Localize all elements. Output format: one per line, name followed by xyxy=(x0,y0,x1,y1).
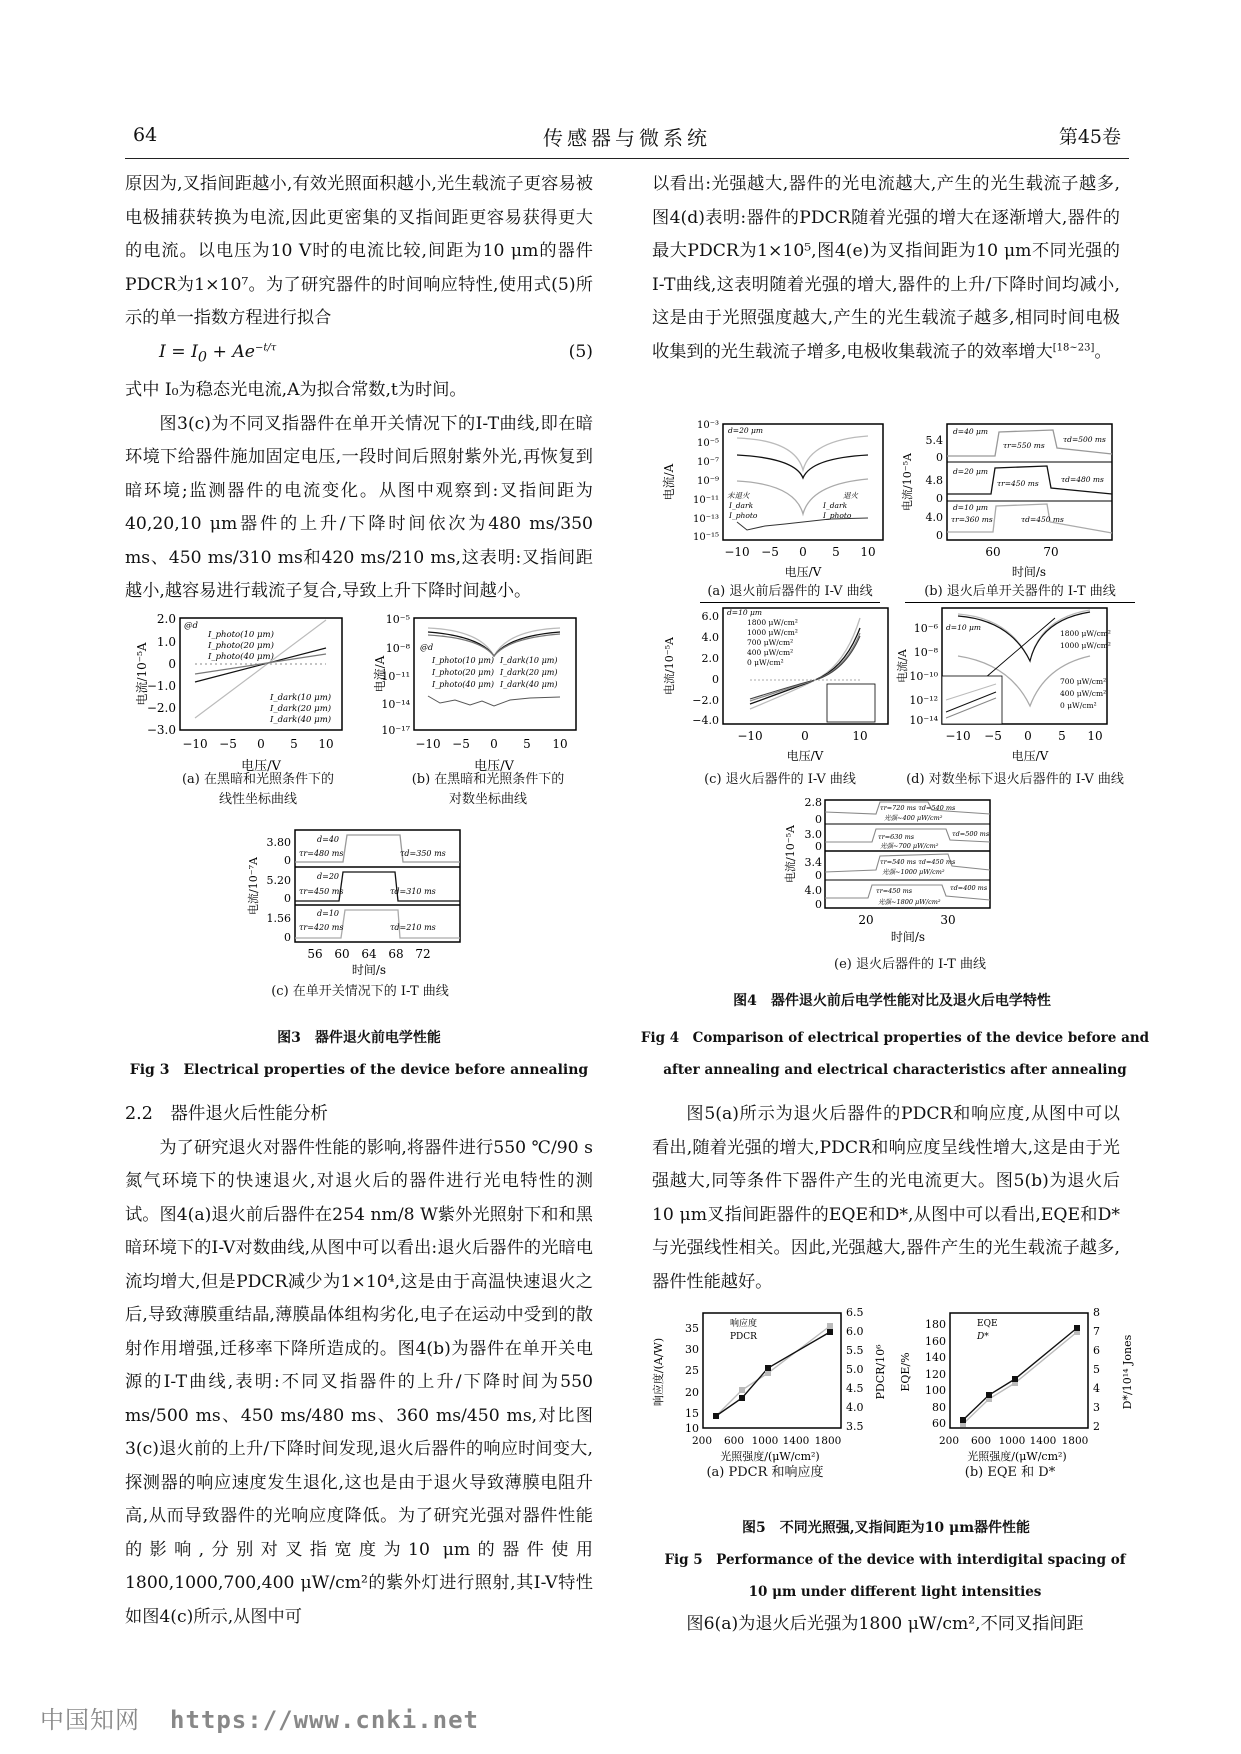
svg-text:d=40: d=40 xyxy=(317,835,340,844)
figure-5a-caption: (a) PDCR 和响应度 xyxy=(706,1465,824,1480)
svg-text:D*: D* xyxy=(977,1332,989,1342)
svg-text:电流/10⁻⁵A: 电流/10⁻⁵A xyxy=(901,453,914,511)
svg-text:−5: −5 xyxy=(452,737,470,751)
svg-text:30: 30 xyxy=(940,913,956,927)
svg-text:200: 200 xyxy=(938,1435,960,1447)
svg-text:I_dark(20 μm): I_dark(20 μm) xyxy=(270,704,332,714)
svg-text:200: 200 xyxy=(691,1435,713,1447)
svg-text:5: 5 xyxy=(523,737,531,751)
svg-text:10⁻⁵: 10⁻⁵ xyxy=(385,613,410,626)
svg-text:5.20: 5.20 xyxy=(266,874,291,887)
svg-text:3: 3 xyxy=(1093,1401,1100,1414)
svg-text:5.0: 5.0 xyxy=(846,1363,864,1376)
right-column-bottom xyxy=(652,1608,1120,1642)
left-column-top xyxy=(125,168,593,609)
svg-text:60: 60 xyxy=(985,545,1001,559)
paragraph: 为了研究退火对器件性能的影响,将器件进行550 ℃/90 s氮气环境下的快速退火,对退火后的器件进行光电特性的测试。图4(a)退火前后器件在254 nm/8 W紫外光照射下和和黑暗环境下的I-V对数曲线,从图中可以看出:退火后器件的光暗电流均增大,但是PDCR减少为1×10⁴,这是由于高温快速退火之后,导致薄膜重结晶,薄膜晶体组构劣化,电子在运动中受到的散射作用增强,迁移率下降所造成的。图4(b)为器件在单开关电源的I-T曲线,表明:不同叉指器件的上升/下降时间为550 ms/500 ms、450 ms/480 ms、360 ms/450 ms,对比图3(c)退火前的上升/下降时间发现,退火后器件的响应时间变大,探测器的响应速度发生退化,这也是由于退火导致薄膜电阻升高,从而导致器件的光响应度降低。为了研究光强对器件性能的影响,分别对叉指宽度为10 μm的器件使用1800,1000,700,400 μW/cm²的紫外灯进行照射,其I-V特性如图4(c)所示,从图中可 xyxy=(125,1137,593,1627)
svg-text:0: 0 xyxy=(168,657,176,671)
figure-5-caption-en-2: 10 μm under different light intensities xyxy=(748,1584,1042,1600)
svg-text:1000 μW/cm²: 1000 μW/cm² xyxy=(747,628,798,637)
svg-text:10⁻¹¹: 10⁻¹¹ xyxy=(381,670,410,683)
figure-4d-chart xyxy=(890,606,1155,766)
svg-text:d=10 μm: d=10 μm xyxy=(727,608,762,617)
svg-text:10⁻⁷: 10⁻⁷ xyxy=(696,457,719,468)
svg-text:3.4: 3.4 xyxy=(804,856,822,869)
svg-text:时间/s: 时间/s xyxy=(890,930,926,944)
svg-text:6.5: 6.5 xyxy=(846,1308,864,1319)
svg-text:1.0: 1.0 xyxy=(156,635,176,649)
journal-title: 传感器与微系统 xyxy=(543,126,711,150)
svg-text:τr=450 ms: τr=450 ms xyxy=(997,479,1039,488)
svg-text:30: 30 xyxy=(685,1343,699,1356)
figure-4a-chart xyxy=(655,418,895,588)
svg-text:PDCR/10⁶: PDCR/10⁶ xyxy=(874,1344,887,1400)
svg-text:响应度/(A/W): 响应度/(A/W) xyxy=(652,1337,665,1407)
svg-text:4.0: 4.0 xyxy=(804,884,822,897)
svg-text:10⁻⁶: 10⁻⁶ xyxy=(913,622,938,635)
paragraph: 原因为,叉指间距越小,有效光照面积越小,光生载流子更容易被电极捕获转换为电流,因此更密集的叉指间距更容易获得更大的电流。以电压为10 V时的电流比较,间距为10 μm的器件PDCR为1×10⁷。为了研究器件的时间响应特性,使用式(5)所示的单一指数方程进行拟合 xyxy=(125,174,593,328)
svg-text:0: 0 xyxy=(936,492,943,505)
svg-text:电流/10⁻⁵A: 电流/10⁻⁵A xyxy=(784,825,797,883)
svg-text:64: 64 xyxy=(361,947,377,961)
svg-text:I_photo: I_photo xyxy=(823,511,852,520)
svg-text:20: 20 xyxy=(858,913,874,927)
left-column-bottom xyxy=(125,1098,593,1634)
figure-5-caption-en-1: Fig 5 Performance of the device with interdigital spacing of xyxy=(664,1552,1126,1568)
svg-text:τr=420 ms: τr=420 ms xyxy=(299,923,344,932)
svg-text:10⁻¹²: 10⁻¹² xyxy=(909,694,938,707)
figure-3b-caption xyxy=(378,770,598,810)
svg-text:4: 4 xyxy=(1093,1382,1100,1395)
svg-text:电压/V: 电压/V xyxy=(786,749,824,763)
svg-text:−5: −5 xyxy=(761,545,779,559)
figure-4b-chart xyxy=(895,418,1155,588)
figure-4-caption-en-2: after annealing and electrical characteristics after annealing xyxy=(663,1062,1127,1078)
footer-watermark xyxy=(40,1700,479,1735)
svg-text:电流/10⁻⁵A: 电流/10⁻⁵A xyxy=(663,637,676,695)
svg-text:120: 120 xyxy=(925,1368,946,1381)
figure-3a-caption xyxy=(148,770,368,810)
site-url-link[interactable]: https://www.cnki.net xyxy=(170,1706,479,1734)
svg-text:4.5: 4.5 xyxy=(846,1382,864,1395)
right-column-middle xyxy=(652,1098,1120,1299)
figure-3-caption-en: Fig 3 Electrical properties of the device before annealing xyxy=(129,1062,589,1078)
svg-text:72: 72 xyxy=(415,947,431,961)
svg-text:−1.0: −1.0 xyxy=(146,679,176,693)
svg-text:1400: 1400 xyxy=(1029,1435,1057,1447)
svg-text:15: 15 xyxy=(685,1407,699,1420)
caption-line: 对数坐标曲线 xyxy=(448,792,527,807)
svg-text:10⁻⁸: 10⁻⁸ xyxy=(385,642,410,655)
svg-text:600: 600 xyxy=(970,1435,992,1447)
svg-text:−5: −5 xyxy=(984,729,1002,743)
svg-text:−2.0: −2.0 xyxy=(692,694,719,707)
svg-text:−3.0: −3.0 xyxy=(146,723,176,737)
svg-text:1000 μW/cm²: 1000 μW/cm² xyxy=(1060,641,1111,650)
svg-text:4.0: 4.0 xyxy=(925,511,943,524)
svg-text:10: 10 xyxy=(852,729,868,743)
svg-text:1000: 1000 xyxy=(998,1435,1026,1447)
svg-text:电流/10⁻⁷A: 电流/10⁻⁷A xyxy=(247,857,260,915)
svg-text:1800: 1800 xyxy=(1061,1435,1089,1447)
svg-text:d=10 μm: d=10 μm xyxy=(946,623,981,632)
svg-text:d=20 μm: d=20 μm xyxy=(953,467,988,476)
svg-text:I_photo(40 μm): I_photo(40 μm) xyxy=(432,680,495,689)
svg-text:0: 0 xyxy=(801,729,809,743)
svg-text:4.0: 4.0 xyxy=(701,631,719,644)
svg-text:I_photo(40 μm): I_photo(40 μm) xyxy=(208,652,274,662)
svg-text:@d: @d xyxy=(184,621,198,631)
figure-5-caption-cn: 图5 不同光照强,叉指间距为10 μm器件性能 xyxy=(741,1520,1031,1536)
svg-text:0: 0 xyxy=(257,737,265,751)
svg-text:600: 600 xyxy=(723,1435,745,1447)
svg-text:τd=500 ms: τd=500 ms xyxy=(1063,435,1106,444)
svg-text:10⁻¹³: 10⁻¹³ xyxy=(692,514,719,525)
svg-text:5: 5 xyxy=(290,737,298,751)
svg-text:I_dark(10 μm): I_dark(10 μm) xyxy=(500,656,558,665)
svg-text:1800: 1800 xyxy=(814,1435,842,1447)
svg-text:3.0: 3.0 xyxy=(804,828,822,841)
svg-text:光照强度/(μW/cm²): 光照强度/(μW/cm²) xyxy=(967,1450,1067,1463)
paragraph: 式中 I₀为稳态光电流,A为拟合常数,t为时间。 xyxy=(125,380,467,401)
figure-4b-caption: (b) 退火后单开关器件的 I-T 曲线 xyxy=(905,582,1135,603)
svg-text:响应度: 响应度 xyxy=(730,1319,758,1329)
svg-text:5: 5 xyxy=(1058,729,1066,743)
svg-text:−10: −10 xyxy=(182,737,208,751)
svg-text:10⁻⁹: 10⁻⁹ xyxy=(696,476,719,487)
svg-text:0: 0 xyxy=(284,892,291,905)
svg-text:6.0: 6.0 xyxy=(701,610,719,623)
running-header xyxy=(125,118,1129,159)
paragraph: 图3(c)为不同叉指器件在单开关情况下的I-T曲线,即在暗环境下给器件施加固定电压,一段时间后照射紫外光,再恢复到暗环境;监测器件的电流变化。从图中观察到:叉指间距为40,20,10 μm器件的上升/下降时间依次为480 ms/350 ms、450 ms/310 ms和420 ms/210 ms,这表明:叉指间距越小,越容易进行载流子复合,导致上升下降时间越小。 xyxy=(125,413,593,602)
volume-label: 第45卷 xyxy=(1058,126,1121,148)
svg-text:1800 μW/cm²: 1800 μW/cm² xyxy=(747,618,798,627)
svg-text:EQE/%: EQE/% xyxy=(899,1352,912,1392)
svg-text:−10: −10 xyxy=(737,729,763,743)
svg-text:τr=630 ms: τr=630 ms xyxy=(878,833,915,841)
svg-text:7: 7 xyxy=(1093,1325,1100,1338)
svg-text:10⁻¹¹: 10⁻¹¹ xyxy=(692,495,719,506)
svg-text:1400: 1400 xyxy=(782,1435,810,1447)
svg-text:20: 20 xyxy=(685,1386,699,1399)
svg-text:τd=310 ms: τd=310 ms xyxy=(390,887,436,896)
svg-text:3.5: 3.5 xyxy=(846,1420,864,1433)
svg-text:电压/V: 电压/V xyxy=(784,565,822,579)
svg-text:5.4: 5.4 xyxy=(925,434,943,447)
svg-text:d=10: d=10 xyxy=(317,909,340,918)
equation-number: (5) xyxy=(568,341,593,362)
figure-3-caption-cn: 图3 器件退火前电学性能 xyxy=(277,1030,441,1046)
svg-text:−10: −10 xyxy=(945,729,971,743)
svg-text:光强~700 μW/cm²: 光强~700 μW/cm² xyxy=(880,842,939,850)
svg-text:0: 0 xyxy=(1024,729,1032,743)
svg-text:电流/A: 电流/A xyxy=(896,649,909,683)
figure-4c-caption: (c) 退火后器件的 I-V 曲线 xyxy=(704,772,856,787)
svg-text:I_dark: I_dark xyxy=(729,501,754,510)
svg-text:电流/A: 电流/A xyxy=(662,463,676,501)
paragraph: 以看出:光强越大,器件的光电流越大,产生的光生载流子越多,图4(d)表明:器件的PDCR随着光强的增大在逐渐增大,器件的最大PDCR为1×10⁵,图4(e)为叉指间距为10 μm不同光强的I-T曲线,这表明随着光强的增大,器件的上升/下降时间均减小,这是由于光照强度越大,产生的光生载流子越多,相同时间电极收集到的光生载流子增多,电极收集载流子的效率增大[18~23]。 xyxy=(652,174,1120,362)
svg-text:τd=450 ms: τd=450 ms xyxy=(1021,515,1064,524)
svg-text:I_photo(20 μm): I_photo(20 μm) xyxy=(208,641,274,651)
svg-text:25: 25 xyxy=(685,1364,699,1377)
svg-text:光照强度/(μW/cm²): 光照强度/(μW/cm²) xyxy=(720,1450,820,1463)
figure-4-caption-cn: 图4 器件退火前后电学性能对比及退火后电学特性 xyxy=(733,993,1051,1009)
page-number: 64 xyxy=(133,124,158,146)
svg-text:10⁻⁵: 10⁻⁵ xyxy=(696,438,719,449)
svg-text:I_dark: I_dark xyxy=(823,501,848,510)
svg-text:光强~1000 μW/cm²: 光强~1000 μW/cm² xyxy=(882,868,945,876)
svg-text:τr=450 ms: τr=450 ms xyxy=(876,887,913,895)
svg-text:I_dark(40 μm): I_dark(40 μm) xyxy=(500,680,558,689)
svg-text:d=20: d=20 xyxy=(317,872,340,881)
svg-text:−10: −10 xyxy=(724,545,750,559)
svg-text:35: 35 xyxy=(685,1322,699,1335)
svg-text:400 μW/cm²: 400 μW/cm² xyxy=(1060,689,1107,698)
svg-text:I_photo(10 μm): I_photo(10 μm) xyxy=(432,656,495,665)
svg-text:I_dark(10 μm): I_dark(10 μm) xyxy=(270,693,332,703)
svg-text:8: 8 xyxy=(1093,1308,1100,1319)
svg-text:180: 180 xyxy=(925,1318,946,1331)
svg-text:2.0: 2.0 xyxy=(701,652,719,665)
svg-text:d=20 μm: d=20 μm xyxy=(728,426,763,435)
figure-4-caption-en-1: Fig 4 Comparison of electrical properties of the device before and xyxy=(640,1030,1150,1046)
svg-text:10⁻⁸: 10⁻⁸ xyxy=(913,646,938,659)
svg-text:PDCR: PDCR xyxy=(730,1332,757,1342)
svg-text:6.0: 6.0 xyxy=(846,1325,864,1338)
svg-text:D*/10¹⁴ Jones: D*/10¹⁴ Jones xyxy=(1121,1334,1134,1410)
svg-text:68: 68 xyxy=(388,947,404,961)
svg-text:2.0: 2.0 xyxy=(156,612,176,626)
svg-text:10⁻¹⁴: 10⁻¹⁴ xyxy=(381,698,410,711)
citation-ref: [18~23] xyxy=(1052,341,1095,353)
svg-text:d=10 μm: d=10 μm xyxy=(953,503,988,512)
paragraph: 图5(a)所示为退火后器件的PDCR和响应度,从图中可以看出,随着光强的增大,PDCR和响应度呈线性增大,这是由于光强越大,同等条件下器件产生的光电流更大。图5(b)为退火后10 μm叉指间距器件的EQE和D*,从图中可以看出,EQE和D*与光强线性相关。因此,光强越大,器件产生的光生载流子越多,器件性能越好。 xyxy=(652,1104,1120,1292)
svg-text:−2.0: −2.0 xyxy=(146,701,176,715)
figure-4d-caption: (d) 对数坐标下退火后器件的 I-V 曲线 xyxy=(906,772,1124,787)
svg-text:电流/A: 电流/A xyxy=(373,655,387,693)
svg-text:0: 0 xyxy=(712,673,719,686)
figure-5b-caption: (b) EQE 和 D* xyxy=(964,1465,1056,1480)
svg-text:700 μW/cm²: 700 μW/cm² xyxy=(747,638,794,647)
section-heading: 2.2 器件退火后性能分析 xyxy=(125,1104,328,1124)
svg-text:0: 0 xyxy=(815,898,822,911)
svg-text:时间/s: 时间/s xyxy=(1011,565,1047,579)
svg-text:d=40 μm: d=40 μm xyxy=(953,427,988,436)
svg-text:@d: @d xyxy=(420,643,434,652)
svg-text:I_photo: I_photo xyxy=(729,511,758,520)
svg-text:0: 0 xyxy=(936,451,943,464)
svg-text:10: 10 xyxy=(685,1422,699,1435)
svg-text:电压/V: 电压/V xyxy=(474,759,514,774)
svg-text:I_photo(20 μm): I_photo(20 μm) xyxy=(432,668,495,677)
svg-text:0: 0 xyxy=(815,840,822,853)
svg-text:60: 60 xyxy=(932,1417,946,1430)
svg-text:10⁻³: 10⁻³ xyxy=(696,420,719,431)
svg-text:1.56: 1.56 xyxy=(266,912,291,925)
svg-text:10: 10 xyxy=(1087,729,1103,743)
svg-text:80: 80 xyxy=(932,1401,946,1414)
svg-text:0: 0 xyxy=(284,931,291,944)
svg-text:−10: −10 xyxy=(415,737,441,751)
svg-text:I_dark(20 μm): I_dark(20 μm) xyxy=(500,668,558,677)
svg-text:τr=480 ms: τr=480 ms xyxy=(299,849,344,858)
paragraph: 图6(a)为退火后光强为1800 μW/cm²,不同叉指间距 xyxy=(686,1614,1084,1634)
svg-text:100: 100 xyxy=(925,1384,946,1397)
svg-text:10⁻¹⁴: 10⁻¹⁴ xyxy=(909,714,938,727)
svg-text:光强~400 μW/cm²: 光强~400 μW/cm² xyxy=(884,814,943,822)
figure-4e-caption: (e) 退火后器件的 I-T 曲线 xyxy=(834,957,986,972)
figure-3c-caption: (c) 在单开关情况下的 I-T 曲线 xyxy=(271,984,449,999)
svg-text:τr=360 ms: τr=360 ms xyxy=(951,515,993,524)
svg-text:400 μW/cm²: 400 μW/cm² xyxy=(747,648,794,657)
svg-text:10⁻¹⁷: 10⁻¹⁷ xyxy=(381,724,410,737)
svg-text:10⁻¹⁰: 10⁻¹⁰ xyxy=(909,670,938,683)
svg-text:0 μW/cm²: 0 μW/cm² xyxy=(747,658,784,667)
caption-line: (a) 在黑暗和光照条件下的 xyxy=(181,772,335,787)
svg-text:4.8: 4.8 xyxy=(925,474,943,487)
svg-text:−5: −5 xyxy=(219,737,237,751)
svg-text:5.5: 5.5 xyxy=(846,1344,864,1357)
caption-line: 线性坐标曲线 xyxy=(218,792,297,807)
svg-text:0: 0 xyxy=(490,737,498,751)
svg-text:τd=210 ms: τd=210 ms xyxy=(390,923,436,932)
site-name: 中国知网 xyxy=(40,1706,140,1734)
svg-text:0: 0 xyxy=(284,854,291,867)
svg-text:0: 0 xyxy=(815,813,822,826)
svg-text:退火: 退火 xyxy=(843,491,858,500)
right-column-top xyxy=(652,168,1120,369)
svg-text:700 μW/cm²: 700 μW/cm² xyxy=(1060,677,1107,686)
svg-text:τr=540 ms τd=450 ms: τr=540 ms τd=450 ms xyxy=(880,858,956,866)
svg-text:4.0: 4.0 xyxy=(846,1401,864,1414)
svg-text:电压/V: 电压/V xyxy=(1011,749,1049,763)
svg-text:70: 70 xyxy=(1043,545,1059,559)
figure-4a-caption: (a) 退火前后器件的 I-V 曲线 xyxy=(700,582,880,603)
svg-text:τd=500 ms: τd=500 ms xyxy=(952,830,990,838)
svg-text:3.80: 3.80 xyxy=(266,836,291,849)
svg-text:τr=720 ms τd=540 ms: τr=720 ms τd=540 ms xyxy=(880,804,956,812)
svg-text:I_dark(40 μm): I_dark(40 μm) xyxy=(270,715,332,725)
svg-text:τd=480 ms: τd=480 ms xyxy=(1061,475,1104,484)
svg-text:5: 5 xyxy=(1093,1363,1100,1376)
svg-text:τr=550 ms: τr=550 ms xyxy=(1003,441,1045,450)
svg-text:1800 μW/cm²: 1800 μW/cm² xyxy=(1060,629,1111,638)
svg-text:I_photo(10 μm): I_photo(10 μm) xyxy=(208,630,274,640)
svg-text:5: 5 xyxy=(832,545,840,559)
svg-text:160: 160 xyxy=(925,1335,946,1348)
svg-text:1000: 1000 xyxy=(751,1435,779,1447)
svg-text:10: 10 xyxy=(860,545,876,559)
svg-text:10: 10 xyxy=(318,737,334,751)
svg-text:EQE: EQE xyxy=(977,1319,998,1329)
svg-text:2: 2 xyxy=(1093,1420,1100,1433)
svg-text:60: 60 xyxy=(334,947,350,961)
svg-text:56: 56 xyxy=(307,947,323,961)
svg-text:τd=350 ms: τd=350 ms xyxy=(400,849,446,858)
figure-4c-chart xyxy=(655,606,895,766)
caption-line: (b) 在黑暗和光照条件下的 xyxy=(411,772,565,787)
svg-text:0: 0 xyxy=(936,529,943,542)
figure-3c-chart xyxy=(235,826,475,976)
svg-text:0: 0 xyxy=(799,545,807,559)
svg-text:τd=400 ms: τd=400 ms xyxy=(950,884,988,892)
svg-text:−4.0: −4.0 xyxy=(692,714,719,727)
figure-4e-chart xyxy=(780,796,1020,956)
svg-text:10: 10 xyxy=(552,737,568,751)
svg-text:τr=450 ms: τr=450 ms xyxy=(299,887,344,896)
equation-5 xyxy=(125,336,593,375)
svg-text:电压/V: 电压/V xyxy=(241,759,281,774)
svg-text:时间/s: 时间/s xyxy=(351,963,387,976)
svg-text:2.8: 2.8 xyxy=(804,796,822,809)
equation-body: $I = I_0 + Ae^{-t/\tau}$ xyxy=(159,341,277,365)
svg-text:电流/10⁻⁵A: 电流/10⁻⁵A xyxy=(135,642,149,706)
svg-text:6: 6 xyxy=(1093,1344,1100,1357)
svg-text:0 μW/cm²: 0 μW/cm² xyxy=(1060,701,1097,710)
svg-text:光强~1800 μW/cm²: 光强~1800 μW/cm² xyxy=(878,898,941,906)
svg-text:10⁻¹⁵: 10⁻¹⁵ xyxy=(692,532,719,543)
svg-text:未退火: 未退火 xyxy=(727,491,750,500)
svg-text:0: 0 xyxy=(815,869,822,882)
paragraph-text: 以看出:光强越大,器件的光电流越大,产生的光生载流子越多,图4(d)表明:器件的PDCR随着光强的增大在逐渐增大,器件的最大PDCR为1×10⁵,图4(e)为叉指间距为10 μm不同光强的I-T曲线,这表明随着光强的增大,器件的上升/下降时间均减小,这是由于光照强度越大,产生的光生载流子越多,相同时间电极收集到的光生载流子增多,电极收集载流子的效率增大 xyxy=(652,174,1120,362)
svg-text:140: 140 xyxy=(925,1351,946,1364)
